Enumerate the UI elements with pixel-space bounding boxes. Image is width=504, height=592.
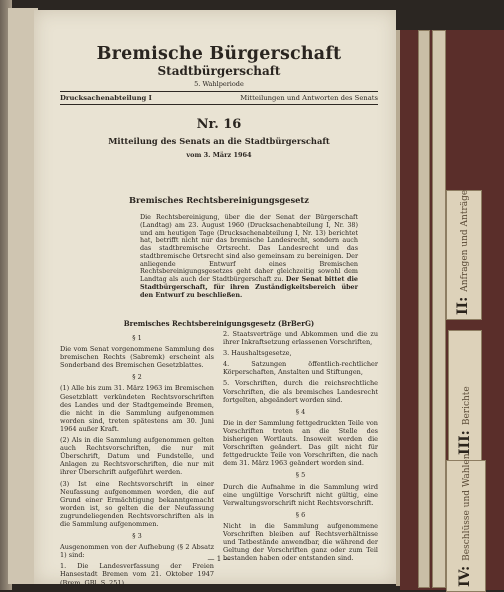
section-heading: § 5 xyxy=(295,471,306,480)
section-paragraph: 5. Vorschriften, durch die reichsrechtliche Vorschriften, die als bremisches Landesrecht fortgelten, abgeändert worden sind. xyxy=(223,379,378,404)
law-subtitle: Bremisches Rechtsbereinigungsgesetz (BrBerG) xyxy=(123,319,315,328)
register-tabs xyxy=(400,30,504,590)
section-paragraph: Ausgenommen von der Aufhebung (§ 2 Absatz 1) sind: xyxy=(60,543,214,560)
document-date: vom 3. März 1964 xyxy=(186,151,252,159)
intro-paragraph xyxy=(140,214,358,299)
tab-anfragen-label: II:Anfragen und Anträge xyxy=(455,189,471,315)
intro-request: Der Senat bittet die Stadtbürgerschaft, für ihren Zuständigkeitsbereich über den Entwurf zu beschließen. xyxy=(140,275,359,299)
section-paragraph: Durch die Aufnahme in die Sammlung wird eine ungültige Vorschrift nicht gültig, eine Verwaltungsvorschrift nicht Rechtsvorschrift. xyxy=(223,482,378,507)
section-heading: § 4 xyxy=(295,407,306,416)
electoral-period: 5. Wahlperiode xyxy=(194,80,244,88)
section-paragraph: 4. Satzungen öffentlich-rechtlicher Körperschaften, Anstalten und Stiftungen, xyxy=(223,360,378,377)
tab-strip-2 xyxy=(432,30,446,588)
section-paragraph: 1. Die Landesverfassung der Freien Hansestadt Bremen vom 21. Oktober 1947 (Brem. GBl. S. 251), xyxy=(60,562,214,587)
section-paragraph: (1) Alle bis zum 31. März 1963 im Bremischen Gesetzblatt verkündeten Rechtsvorschriften des Landes und der Stadtgemeinde Bremen, die nicht in die Sammlung aufgenommen worden sind, treten spätestens am 30. Juni 1964 außer Kraft. xyxy=(60,384,214,433)
document-number: Nr. 16 xyxy=(196,117,242,132)
section-paragraph: Die in der Sammlung fettgedruckten Teile von Vorschriften treten an die Stelle des bisherigen Wortlauts. Insoweit werden die Vorschriften geändert. Das gilt nicht für fettgedruckte Teile von Vorschriften, die nach dem 31. März 1963 geändert worden sind. xyxy=(223,418,378,468)
section-paragraph: Nicht in die Sammlung aufgenommene Vorschriften bleiben auf Rechtsverhältnisse und Tatbestände anwendbar, die während der Geltung der Vorschriften ganz oder zum Teil bestanden haben oder entstanden sind. xyxy=(223,521,378,563)
page-number: — 1 — xyxy=(207,555,231,563)
section-heading: § 6 xyxy=(295,510,306,519)
tab-beschluesse[interactable] xyxy=(446,453,486,592)
section-heading: § 1 xyxy=(132,334,142,342)
parliament-subtitle: Stadtbürgerschaft xyxy=(157,64,281,78)
tab-strip-1 xyxy=(418,30,430,588)
header-rule-bottom xyxy=(60,104,378,105)
law-text-right-column xyxy=(223,330,378,565)
tab-berichte-label: III:Berichte xyxy=(457,386,473,455)
section-paragraph: 2. Staatsverträge und Abkommen und die zu ihrer Inkraftsetzung erlassenen Vorschriften, xyxy=(223,330,378,347)
tab-anfragen[interactable] xyxy=(446,190,482,320)
document-heading: Mitteilung des Senats an die Stadtbürgerschaft xyxy=(108,136,330,146)
section-paragraph: (2) Als in die Sammlung aufgenommen gelten auch Rechtsvorschriften, die nur mit Überschrift, Datum und Fundstelle, und Anlagen zu Rechtsvorschriften, die nur mit ihrer Überschrift aufgeführt werden. xyxy=(60,436,214,477)
section-paragraph: (3) Ist eine Rechtsvorschrift in einer Neufassung aufgenommen worden, die auf Grund einer Ermächtigung bekanntgemacht worden ist, so gelten die der Neufassung zugrundeliegenden Rechtsvorschriften als in die Sammlung aufgenommen. xyxy=(60,479,214,528)
tab-berichte[interactable] xyxy=(448,330,482,462)
section-label: Mitteilungen und Antworten des Senats xyxy=(240,94,378,102)
department-label: Drucksachenabteilung I xyxy=(60,94,152,102)
section-heading: § 2 xyxy=(132,373,142,382)
tab-beschluesse-label: IV:Beschlüsse und Wahlen xyxy=(457,453,473,587)
section-heading: § 3 xyxy=(132,532,142,541)
section-paragraph: 3. Haushaltsgesetze, xyxy=(223,349,292,358)
intro-text: Die Rechtsbereinigung, über die der Senat der Bürgerschaft (Landtag) am 23. August 1960 (Drucksachenabteilung I, Nr. 38) und am heutigen Tage (Drucksachenabteilung I, Nr. 13) berichtet hat, betrifft nicht nur das bremische Landesrecht, sondern auch das stadtbremische Ortsrecht. Das Landesrecht und das stadtbremische Ortsrecht sind also gemeinsam zu bereinigen. Der anliegende Entwurf eines Bremischen Rechtsbereinigungsgesetzes geht daher gleichzeitig sowohl dem Landtag als auch der Stadtbürgerschaft zu. xyxy=(140,213,358,283)
law-text-left-column xyxy=(60,330,214,590)
law-title: Bremisches Rechtsbereinigungsgesetz xyxy=(129,195,309,205)
header-rule-top xyxy=(60,91,378,92)
parliament-title: Bremische Bürgerschaft xyxy=(96,44,342,64)
section-paragraph: Die vom Senat vorgenommene Sammlung des bremischen Rechts (Sabremk) erscheint als Sonderband des Bremischen Gesetzblattes. xyxy=(60,345,214,370)
